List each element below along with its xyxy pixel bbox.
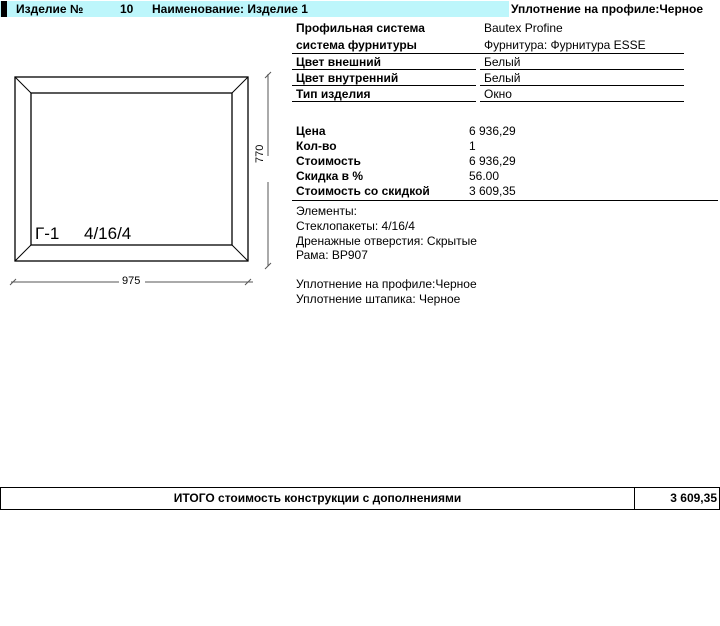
header-marker xyxy=(1,1,7,17)
spec-label-color-outer: Цвет внешний xyxy=(296,55,382,69)
spec-value-color-outer: Белый xyxy=(484,55,521,69)
width-dimension-label: 975 xyxy=(122,275,141,287)
spec-value-color-inner: Белый xyxy=(484,71,521,85)
discount-label: Скидка в % xyxy=(296,169,364,183)
elements-drain: Дренажные отверстия: Скрытые xyxy=(296,234,477,248)
miter-line xyxy=(232,77,248,93)
spec-label-color-inner: Цвет внутренний xyxy=(296,71,399,85)
glass-code: 4/16/4 xyxy=(84,224,132,243)
discounted-cost-label: Стоимость со скидкой xyxy=(296,184,430,198)
item-number: 10 xyxy=(120,2,134,16)
window-inner-frame xyxy=(31,93,232,245)
total-value: 3 609,35 xyxy=(670,491,717,505)
height-dimension-label: 770 xyxy=(254,144,266,163)
item-name: Наименование: Изделие 1 xyxy=(152,2,308,16)
window-drawing xyxy=(0,70,290,300)
pane-code: Г-1 xyxy=(35,224,60,243)
price-label: Цена xyxy=(296,124,326,138)
spec-label-type: Тип изделия xyxy=(296,87,371,101)
discount-value: 56.00 xyxy=(469,169,500,183)
price-value: 6 936,29 xyxy=(469,124,516,138)
miter-line xyxy=(232,245,248,261)
elements-seal-profile: Уплотнение на профиле:Черное xyxy=(296,277,477,291)
spec-rule xyxy=(480,85,684,86)
elements-glass: Стеклопакеты: 4/16/4 xyxy=(296,219,415,233)
elements-title: Элементы: xyxy=(296,204,357,218)
item-label: Изделие № xyxy=(16,2,84,16)
total-row xyxy=(0,487,720,510)
cost-value: 6 936,29 xyxy=(469,154,516,168)
pricing-rule xyxy=(292,200,718,201)
quantity-label: Кол-во xyxy=(296,139,337,153)
spec-rule xyxy=(292,53,684,54)
discounted-cost-value: 3 609,35 xyxy=(469,184,516,198)
spec-rule xyxy=(292,69,476,70)
miter-line xyxy=(15,77,31,93)
spec-label-hardware: система фурнитуры xyxy=(296,38,417,52)
header-seal: Уплотнение на профиле:Черное xyxy=(511,2,704,16)
total-label: ИТОГО стоимость конструкции с дополнениями xyxy=(173,491,462,505)
spec-value-type: Окно xyxy=(484,87,512,101)
quantity-value: 1 xyxy=(469,139,476,153)
miter-line xyxy=(15,245,31,261)
spec-rule xyxy=(480,101,684,102)
elements-seal-bead: Уплотнение штапика: Черное xyxy=(296,292,461,306)
spec-rule xyxy=(292,101,476,102)
cost-label: Стоимость xyxy=(296,154,361,168)
spec-rule xyxy=(292,85,476,86)
spec-label-profile: Профильная система xyxy=(296,21,425,35)
spec-rule xyxy=(480,69,684,70)
spec-value-hardware: Фурнитура: Фурнитура ESSE xyxy=(484,38,646,52)
spec-value-profile: Bautex Profine xyxy=(484,21,563,35)
elements-frame: Рама: BP907 xyxy=(296,248,368,262)
